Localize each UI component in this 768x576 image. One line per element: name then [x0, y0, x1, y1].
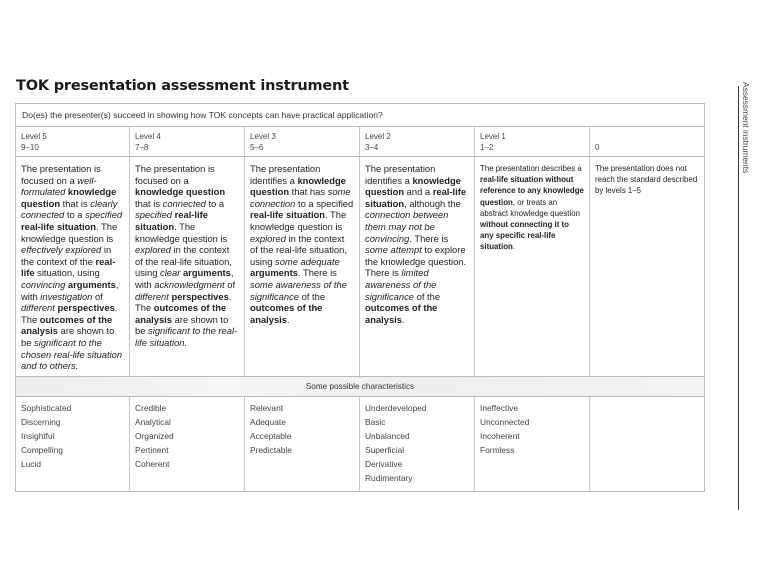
level-header-row — [16, 127, 704, 157]
characteristics-cell — [360, 397, 475, 491]
descriptor-italic-text: clear — [160, 267, 181, 279]
characteristic-word: Rudimentary — [365, 472, 413, 483]
descriptor-italic-text: specified — [135, 209, 173, 221]
descriptor-bold-text: real-life situation without reference to any knowledge question — [480, 175, 584, 207]
descriptor-bold-text: outcomes of the analysis — [21, 313, 113, 337]
descriptor-text: The presentation is focused on a — [21, 163, 101, 186]
descriptor-text: of the — [299, 290, 326, 302]
descriptor-italic-text: acknowledgment — [154, 278, 225, 290]
assessment-table — [15, 103, 705, 492]
descriptor-italic-text: convincing — [21, 278, 66, 290]
characteristic-word: Formless — [480, 444, 515, 455]
descriptor-italic-text: effectively explored — [21, 244, 102, 256]
descriptor-italic-text: some connection — [250, 186, 351, 209]
level-header — [475, 127, 590, 157]
characteristic-word: Unconnected — [480, 416, 530, 427]
descriptor-italic-text: connection between them may not be convincing — [365, 209, 449, 244]
descriptor-bold-text: knowledge question — [250, 174, 346, 198]
descriptor-text: , with — [135, 267, 234, 290]
descriptor-italic-text: explored — [135, 244, 171, 256]
characteristic-word: Predictable — [250, 444, 292, 455]
level-marks: 9–10 — [21, 143, 39, 152]
characteristic-word: Superficial — [365, 444, 405, 455]
characteristic-word: Basic — [365, 416, 386, 427]
descriptor-text: in the context of the real-life situation, using — [135, 244, 232, 279]
descriptor-text: in the context of the real-life situation, using — [250, 232, 347, 267]
descriptor-italic-text: investigation — [40, 290, 93, 302]
descriptor-bold-text: without connecting it to any specific real-life situation — [480, 220, 569, 252]
descriptor-text: of the — [414, 290, 441, 302]
characteristic-word: Acceptable — [250, 430, 292, 441]
level-header — [130, 127, 245, 157]
characteristic-word: Sophisticated — [21, 402, 72, 413]
descriptor-bold-text: real-life situation — [135, 209, 208, 232]
level-name: Level 4 — [135, 132, 161, 141]
descriptor-cell — [590, 157, 704, 376]
descriptor-text: The presentation does not reach the standard described by levels 1–5 — [595, 164, 698, 196]
descriptor-text: . The — [135, 290, 232, 314]
characteristic-word: Derivative — [365, 458, 403, 469]
characteristic-word: Insightful — [21, 430, 55, 441]
descriptor-text: . The knowledge question is — [21, 220, 118, 244]
descriptor-bold-text: arguments — [250, 267, 298, 279]
characteristic-word: Incoherent — [480, 430, 520, 441]
descriptor-italic-text: clearly connected — [21, 197, 118, 221]
descriptor-bold-text: outcomes of the analysis — [250, 302, 323, 325]
characteristic-word: Pertinent — [135, 444, 169, 455]
descriptor-cell — [130, 157, 245, 376]
descriptor-text: . There is — [409, 232, 449, 244]
descriptor-bold-text: real-life situation — [21, 220, 97, 232]
characteristic-word: Organized — [135, 430, 174, 441]
characteristic-word: Adequate — [250, 416, 286, 427]
descriptor-text: . The knowledge question is — [250, 209, 347, 232]
descriptor-text: The presentation describes a — [480, 164, 582, 173]
descriptor-italic-text: different — [135, 290, 169, 302]
characteristic-word: Analytical — [135, 416, 171, 427]
level-name: Level 2 — [365, 132, 391, 141]
level-marks: 0 — [595, 143, 600, 152]
characteristic-word: Ineffective — [480, 402, 519, 413]
level-header — [16, 127, 130, 157]
level-marks: 3–4 — [365, 143, 379, 152]
level-marks: 7–8 — [135, 143, 149, 152]
descriptor-text: to a — [205, 197, 225, 209]
descriptor-text: . — [402, 313, 405, 325]
level-marks: 5–6 — [250, 143, 264, 152]
descriptor-bold-text: real-life situation — [250, 209, 326, 221]
characteristic-word: Discerning — [21, 416, 61, 427]
assessment-question: Do(es) the presenter(s) succeed in showing how TOK concepts can have practical application? — [16, 104, 704, 127]
level-name: Level 5 — [21, 132, 47, 141]
descriptor-italic-text: some attempt — [365, 244, 422, 256]
descriptor-text: , with — [21, 278, 119, 302]
descriptor-text: of — [224, 278, 236, 290]
descriptor-text: to explore the knowledge question. There is — [365, 244, 467, 279]
descriptor-text: . — [287, 313, 290, 325]
descriptor-text: to a — [64, 209, 86, 221]
page-title: TOK presentation assessment instrument — [16, 78, 349, 94]
descriptor-text: . — [512, 242, 516, 252]
descriptor-italic-text: different — [21, 302, 55, 314]
descriptor-text: , or treats an abstract knowledge question — [480, 197, 581, 218]
descriptor-text: of — [92, 290, 103, 302]
characteristics-cell — [130, 397, 245, 491]
descriptor-italic-text: significant to the real-life situation. — [135, 325, 238, 348]
margin-rule — [738, 86, 739, 510]
characteristics-cell — [16, 397, 130, 491]
characteristics-cell — [245, 397, 360, 491]
descriptor-text: and a — [404, 186, 433, 198]
characteristic-word: Credible — [135, 402, 167, 413]
descriptor-text: The presentation is focused on a — [135, 163, 215, 186]
descriptor-text: to a specified — [295, 197, 354, 209]
descriptor-italic-text: specified — [85, 209, 123, 221]
level-marks: 1–2 — [480, 143, 494, 152]
descriptor-text: . The — [21, 302, 118, 325]
descriptor-bold-text: knowledge question — [21, 186, 117, 209]
section-side-label: Assessment instruments — [741, 82, 751, 174]
characteristics-cell — [475, 397, 590, 491]
descriptor-italic-text: some awareness of the significance — [250, 278, 347, 302]
descriptor-bold-text: perspectives — [57, 302, 115, 314]
descriptor-row — [16, 157, 704, 376]
descriptor-text: . The knowledge question is — [135, 220, 228, 244]
descriptor-bold-text: perspectives — [171, 290, 229, 302]
characteristics-cell — [590, 397, 704, 491]
descriptor-bold-text: outcomes of the analysis — [365, 302, 438, 325]
level-header — [360, 127, 475, 157]
level-header — [590, 127, 704, 157]
descriptor-text: are shown to be — [21, 325, 115, 348]
descriptor-italic-text: well-formulated — [21, 174, 97, 198]
descriptor-text: The presentation identifies a — [365, 163, 436, 186]
descriptor-cell — [360, 157, 475, 376]
characteristic-word: Coherent — [135, 458, 170, 469]
descriptor-text: that is — [135, 197, 163, 209]
descriptor-text: , although the — [404, 197, 461, 209]
descriptor-bold-text: arguments — [67, 278, 116, 290]
characteristic-word: Compelling — [21, 444, 63, 455]
characteristic-word: Relevant — [250, 402, 284, 413]
descriptor-cell — [16, 157, 130, 376]
descriptor-text: The presentation identifies a — [250, 163, 321, 186]
descriptor-text: situation, using — [34, 267, 100, 279]
characteristic-word: Lucid — [21, 458, 42, 469]
characteristic-word: Unbalanced — [365, 430, 410, 441]
characteristics-row — [16, 397, 704, 491]
descriptor-bold-text: real-life — [21, 255, 116, 279]
characteristics-heading: Some possible characteristics — [16, 376, 704, 397]
descriptor-cell — [475, 157, 590, 376]
descriptor-text: that has — [289, 186, 328, 198]
descriptor-text: are shown to be — [135, 313, 229, 337]
descriptor-bold-text: arguments — [182, 267, 231, 279]
descriptor-text: that is — [60, 197, 91, 209]
descriptor-bold-text: outcomes of the analysis — [135, 302, 227, 325]
descriptor-italic-text: some adequate — [275, 255, 340, 267]
level-name: Level 3 — [250, 132, 276, 141]
descriptor-italic-text: explored — [250, 232, 286, 244]
descriptor-text: in the context of the — [21, 244, 112, 267]
descriptor-text: . There is — [297, 267, 337, 279]
characteristic-word: Underdeveloped — [365, 402, 427, 413]
descriptor-italic-text: significant to the chosen real-life situation and to others. — [21, 336, 123, 372]
descriptor-italic-text: limited awareness of the significance — [365, 267, 437, 302]
descriptor-bold-text: knowledge question — [135, 186, 226, 198]
descriptor-cell — [245, 157, 360, 376]
descriptor-bold-text: knowledge question — [365, 174, 461, 198]
level-header — [245, 127, 360, 157]
descriptor-bold-text: real-life situation — [365, 186, 467, 209]
descriptor-italic-text: connected — [162, 197, 206, 209]
level-name: Level 1 — [480, 132, 506, 141]
